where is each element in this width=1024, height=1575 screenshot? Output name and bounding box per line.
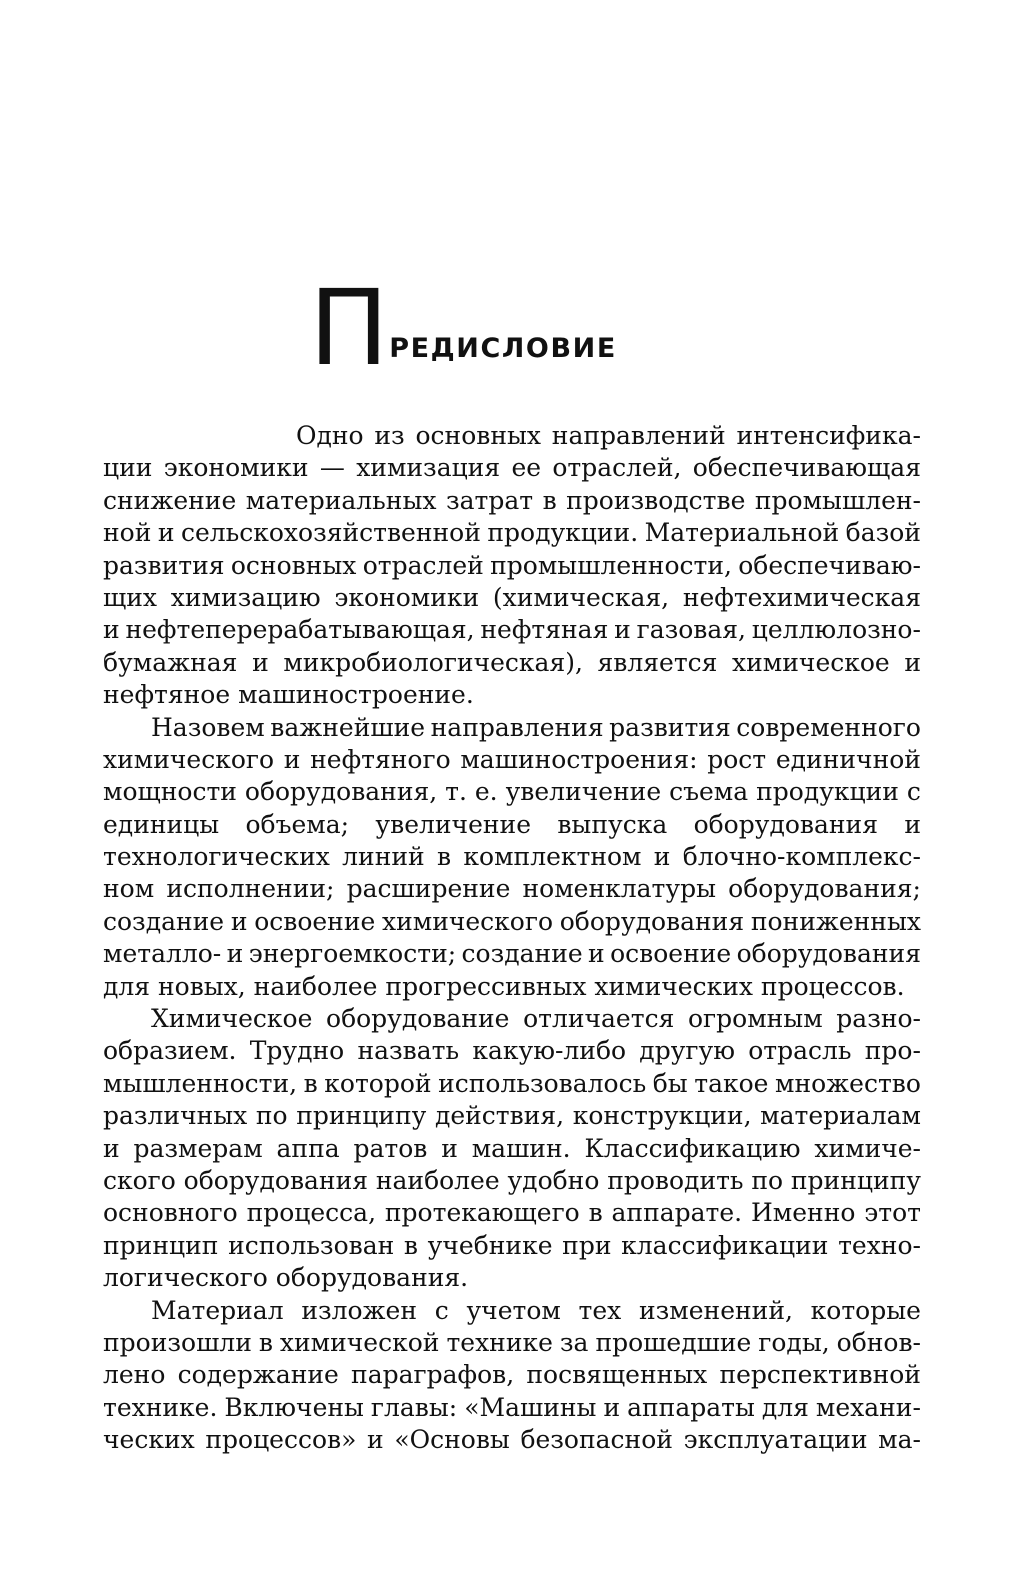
text-line: и нефтеперерабатывающая, нефтяная и газовая, целлюлозно- [103, 615, 921, 645]
paragraph-2 [103, 712, 921, 1004]
text-line: принцип использован в учебнике при классификации техно- [103, 1230, 921, 1260]
text-line: Материал изложен с учетом тех изменений, которые [151, 1295, 921, 1325]
text-line: ции экономики — химизация ее отраслей, обеспечивающая [103, 453, 921, 483]
paragraph-1 [103, 420, 921, 712]
text-line: технике. Включены главы: «Машины и аппараты для механи- [103, 1392, 921, 1422]
text-line: бумажная и микробиологическая), является химическое и [103, 647, 921, 677]
text-line: Химическое оборудование отличается огромным разно- [151, 1004, 921, 1034]
text-line: нефтяное машиностроение. [103, 680, 474, 710]
text-line: Одно из основных направлений интенсифика- [296, 421, 921, 450]
title-rest: РЕДИСЛОВИЕ [389, 333, 617, 364]
text-line: единицы объема; увеличение выпуска оборудования и [103, 809, 921, 839]
paragraph-3 [103, 1003, 921, 1295]
text-line: образием. Трудно назвать какую-либо другую отрасль про- [103, 1036, 921, 1066]
text-line: ского оборудования наиболее удобно проводить по принципу [103, 1165, 921, 1195]
text-line: Назовем важнейшие направления развития современного [151, 712, 921, 742]
text-line: ной и сельскохозяйственной продукции. Материальной базой [103, 518, 921, 548]
body-text [103, 420, 921, 1457]
page-title [309, 267, 617, 389]
text-line: развития основных отраслей промышленности, обеспечиваю- [103, 550, 921, 580]
text-line: мощности оборудования, т. е. увеличение съема продукции с [103, 777, 921, 807]
title-initial-letter: П [309, 267, 387, 389]
text-line: химического и нефтяного машиностроения: рост единичной [103, 744, 921, 774]
text-line: ческих процессов» и «Основы безопасной эксплуатации ма- [103, 1425, 921, 1455]
text-line: ном исполнении; расширение номенклатуры оборудования; [103, 874, 921, 904]
text-line: металло- и энергоемкости; создание и освоение оборудования [103, 939, 921, 969]
text-line: снижение материальных затрат в производстве промышлен- [103, 485, 921, 515]
text-line: различных по принципу действия, конструкции, материалам [103, 1101, 921, 1131]
text-line: произошли в химической технике за прошедшие годы, обнов- [103, 1327, 921, 1357]
text-line: создание и освоение химического оборудования пониженных [103, 906, 921, 936]
text-line: и размерам аппа ратов и машин. Классификацию химиче- [103, 1133, 921, 1163]
text-line: технологических линий в комплектном и блочно-комплекс- [103, 842, 921, 872]
text-line: мышленности, в которой использовалось бы такое множество [103, 1068, 921, 1098]
text-line: для новых, наиболее прогрессивных химических процессов. [103, 971, 905, 1001]
text-line: лено содержание параграфов, посвященных перспективной [103, 1360, 921, 1390]
text-line: основного процесса, протекающего в аппарате. Именно этот [103, 1198, 921, 1228]
text-line: щих химизацию экономики (химическая, нефтехимическая [103, 582, 921, 612]
text-line: логического оборудования. [103, 1263, 469, 1293]
paragraph-4 [103, 1295, 921, 1457]
